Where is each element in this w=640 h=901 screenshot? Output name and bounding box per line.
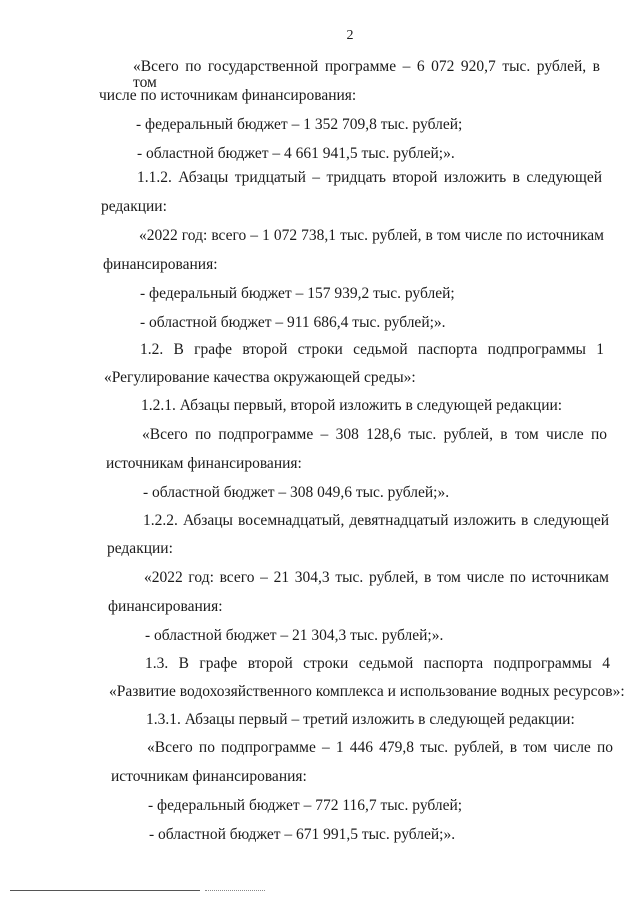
text-line-6: редакции:: [101, 198, 167, 215]
page-number: 2: [346, 28, 354, 43]
text-line-25: «Всего по подпрограмме – 1 446 479,8 тыс. рублей, в том числе по: [147, 739, 613, 756]
text-line-19: «2022 год: всего – 21 304,3 тыс. рублей, в том числе по источникам: [144, 569, 609, 586]
text-line-27: - федеральный бюджет – 772 116,7 тыс. рублей;: [148, 797, 463, 814]
footer-dotted-rule: [205, 890, 265, 891]
text-line-4: - областной бюджет – 4 661 941,5 тыс. рублей;».: [137, 145, 455, 162]
text-line-13: 1.2.1. Абзацы первый, второй изложить в следующей редакции:: [141, 397, 563, 414]
text-line-1: «Всего по государственной программе – 6 072 920,7 тыс. рублей, в том: [133, 58, 600, 91]
text-line-22: 1.3. В графе второй строки седьмой паспорта подпрограммы 4: [145, 655, 610, 672]
text-line-16: - областной бюджет – 308 049,6 тыс. рублей;».: [143, 484, 450, 501]
text-line-20: финансирования:: [108, 598, 223, 615]
text-line-17: 1.2.2. Абзацы восемнадцатый, девятнадцатый изложить в следующей: [143, 512, 609, 529]
text-line-3: - федеральный бюджет – 1 352 709,8 тыс. рублей;: [136, 116, 463, 133]
text-line-5: 1.1.2. Абзацы тридцатый – тридцать второй изложить в следующей: [137, 169, 602, 186]
text-line-26: источникам финансирования:: [111, 768, 307, 785]
text-line-8: финансирования:: [103, 256, 218, 273]
text-line-14: «Всего по подпрограмме – 308 128,6 тыс. рублей, в том числе по: [142, 426, 607, 443]
text-line-2: числе по источникам финансирования:: [99, 87, 357, 104]
text-line-11: 1.2. В графе второй строки седьмой паспорта подпрограммы 1: [140, 341, 604, 358]
text-line-21: - областной бюджет – 21 304,3 тыс. рублей;».: [145, 627, 444, 644]
text-line-7: «2022 год: всего – 1 072 738,1 тыс. рублей, в том числе по источникам: [139, 227, 604, 244]
text-line-18: редакции:: [107, 540, 173, 557]
text-line-28: - областной бюджет – 671 991,5 тыс. рублей;».: [149, 826, 456, 843]
text-line-9: - федеральный бюджет – 157 939,2 тыс. рублей;: [140, 285, 455, 302]
text-line-23: «Развитие водохозяйственного комплекса и использование водных ресурсов»:: [109, 683, 625, 700]
text-line-12: «Регулирование качества окружающей среды»:: [104, 369, 416, 386]
text-line-10: - областной бюджет – 911 686,4 тыс. рублей;».: [140, 314, 446, 331]
footer-rule: [10, 890, 200, 891]
text-line-15: источникам финансирования:: [106, 455, 302, 472]
text-line-24: 1.3.1. Абзацы первый – третий изложить в следующей редакции:: [146, 711, 575, 728]
